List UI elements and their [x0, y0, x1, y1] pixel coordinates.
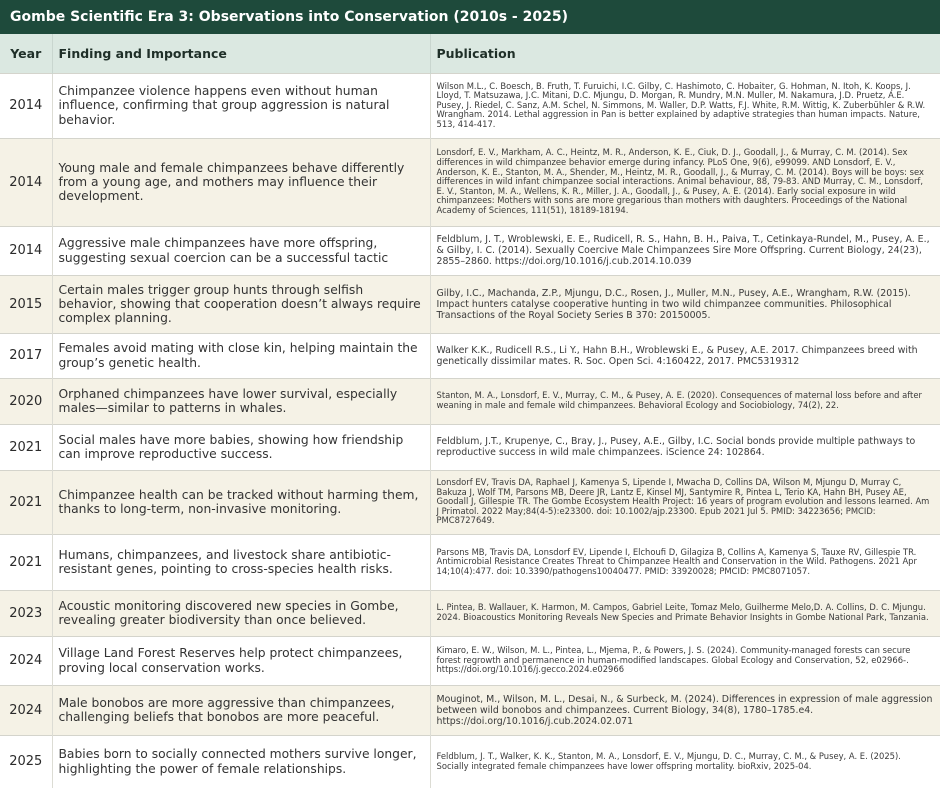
row-year: 2023 [0, 590, 52, 636]
table-row [0, 226, 940, 275]
row-year: 2021 [0, 534, 52, 590]
table-row [0, 735, 940, 788]
table-row [0, 685, 940, 735]
table-row [0, 470, 940, 534]
row-year: 2021 [0, 424, 52, 470]
column-header-finding: Finding and Importance [52, 34, 430, 73]
table-header-row [0, 34, 940, 73]
table-row [0, 73, 940, 138]
row-finding: Social males have more babies, showing how friendship can improve reproductive success. [52, 424, 430, 470]
row-finding: Orphaned chimpanzees have lower survival, especially males—similar to patterns in whales. [52, 378, 430, 424]
table-row [0, 275, 940, 333]
row-publication: Stanton, M. A., Lonsdorf, E. V., Murray, C. M., & Pusey, A. E. (2020). Consequences of maternal loss before and after weaning in male and female wild chimpanzees. Behavioral Ecology and Sociobiology, 74(2), 22. [430, 378, 940, 424]
row-year: 2014 [0, 226, 52, 275]
row-year: 2014 [0, 73, 52, 138]
column-header-publication: Publication [430, 34, 940, 73]
row-publication: Gilby, I.C., Machanda, Z.P., Mjungu, D.C., Rosen, J., Muller, M.N., Pusey, A.E., Wrangham, R.W. (2015). Impact hunters catalyse cooperative hunting in two wild chimpanzee communities. Philosophical Transactions of the Royal Society Series B 370: 20150005. [430, 275, 940, 333]
row-finding: Humans, chimpanzees, and livestock share antibiotic-resistant genes, pointing to cross-species health risks. [52, 534, 430, 590]
row-year: 2025 [0, 735, 52, 788]
table-row [0, 138, 940, 226]
row-finding: Certain males trigger group hunts through selfish behavior, showing that cooperation doesn’t always require complex planning. [52, 275, 430, 333]
row-finding: Male bonobos are more aggressive than chimpanzees, challenging beliefs that bonobos are more peaceful. [52, 685, 430, 735]
row-finding: Village Land Forest Reserves help protect chimpanzees, proving local conservation works. [52, 636, 430, 685]
row-year: 2021 [0, 470, 52, 534]
row-publication: Lonsdorf EV, Travis DA, Raphael J, Kamenya S, Lipende I, Mwacha D, Collins DA, Wilson M, Mjungu D, Murray C, Bakuza J, Wolf TM, Parsons MB, Deere JR, Lantz E, Kinsel MJ, Santymire R, Pintea L, Terio KA, Hahn BH, Pusey AE, Goodall J, Gillespie TR. The Gombe Ecosystem Health Project: 16 years of program evolution and lessons learned. Am J Primatol. 2022 May;84(4-5):e23300. doi: 10.1002/ajp.23300. Epub 2021 Jul 5. PMID: 34223656; PMCID: PMC8727649. [430, 470, 940, 534]
row-year: 2024 [0, 636, 52, 685]
findings-table [0, 34, 940, 788]
row-publication: Walker K.K., Rudicell R.S., Li Y., Hahn B.H., Wroblewski E., & Pusey, A.E. 2017. Chimpanzees breed with genetically dissimilar mates. R. Soc. Open Sci. 4:160422, 2017. PMC5319312 [430, 333, 940, 378]
row-finding: Females avoid mating with close kin, helping maintain the group’s genetic health. [52, 333, 430, 378]
row-publication: Kimaro, E. W., Wilson, M. L., Pintea, L., Mjema, P., & Powers, J. S. (2024). Community-managed forests can secure forest regrowth and permanence in human-modified landscapes. Global Ecology and Conservation, 52, e02966-. https://doi.org/10.1016/j.gecco.2024.e02966 [430, 636, 940, 685]
table-row [0, 378, 940, 424]
row-year: 2015 [0, 275, 52, 333]
row-publication: Feldblum, J. T., Walker, K. K., Stanton, M. A., Lonsdorf, E. V., Mjungu, D. C., Murray, C. M., & Pusey, A. E. (2025). Socially integrated female chimpanzees have lower offspring mortality. bioRxiv, 2025-04. [430, 735, 940, 788]
table-row [0, 424, 940, 470]
row-publication: Feldblum, J. T., Wroblewski, E. E., Rudicell, R. S., Hahn, B. H., Paiva, T., Cetinkaya-Rundel, M., Pusey, A. E., & Gilby, I. C. (2014). Sexually Coercive Male Chimpanzees Sire More Offspring. Current Biology, 24(23), 2855–2860. https://doi.org/10.1016/j.cub.2014.10.039 [430, 226, 940, 275]
row-publication: Lonsdorf, E. V., Markham, A. C., Heintz, M. R., Anderson, K. E., Ciuk, D. J., Goodall, J., & Murray, C. M. (2014). Sex differences in wild chimpanzee behavior emerge during infancy. PLoS One, 9(6), e99099. AND Lonsdorf, E. V., Anderson, K. E., Stanton, M. A., Shender, M., Heintz, M. R., Goodall, J., & Murray, C. M. (2014). Boys will be boys: sex differences in wild infant chimpanzee social interactions. Animal behaviour, 88, 79-83. AND Murray, C. M., Lonsdorf, E. V., Stanton, M. A., Wellens, K. R., Miller, J. A., Goodall, J., & Pusey, A. E. (2014). Early social exposure in wild chimpanzees: Mothers with sons are more gregarious than mothers with daughters. Proceedings of the National Academy of Sciences, 111(51), 18189-18194. [430, 138, 940, 226]
row-publication: Feldblum, J.T., Krupenye, C., Bray, J., Pusey, A.E., Gilby, I.C. Social bonds provide multiple pathways to reproductive success in wild male chimpanzees. iScience 24: 102864. [430, 424, 940, 470]
table-row [0, 636, 940, 685]
row-finding: Aggressive male chimpanzees have more offspring, suggesting sexual coercion can be a successful tactic [52, 226, 430, 275]
column-header-year: Year [0, 34, 52, 73]
row-publication: Wilson M.L., C. Boesch, B. Fruth, T. Furuichi, I.C. Gilby, C. Hashimoto, C. Hobaiter, G. Hohman, N. Itoh, K. Koops, J. Lloyd, T. Matsuzawa, J.C. Mitani, D.C. Mjungu, D. Morgan, R. Mundry, M.N. Muller, M. Nakamura, J.D. Pruetz, A.E. Pusey, J. Riedel, C. Sanz, A.M. Schel, N. Simmons, M. Waller, D.P. Watts, F.J. White, R.M. Wittig, K. Zuberbühler & R.W. Wrangham. 2014. Lethal aggression in Pan is better explained by adaptive strategies than human impacts. Nature, 513, 414-417. [430, 73, 940, 138]
page-title: Gombe Scientific Era 3: Observations into Conservation (2010s - 2025) [0, 0, 940, 34]
row-year: 2017 [0, 333, 52, 378]
row-year: 2024 [0, 685, 52, 735]
row-year: 2020 [0, 378, 52, 424]
table-row [0, 590, 940, 636]
row-finding: Young male and female chimpanzees behave differently from a young age, and mothers may influence their development. [52, 138, 430, 226]
table-row [0, 534, 940, 590]
row-year: 2014 [0, 138, 52, 226]
row-finding: Babies born to socially connected mothers survive longer, highlighting the power of female relationships. [52, 735, 430, 788]
row-publication: Parsons MB, Travis DA, Lonsdorf EV, Lipende I, Elchoufi D, Gilagiza B, Collins A, Kamenya S, Tauxe RV, Gillespie TR. Antimicrobial Resistance Creates Threat to Chimpanzee Health and Conservation in the Wild. Pathogens. 2021 Apr 14;10(4):477. doi: 10.3390/pathogens10040477. PMID: 33920028; PMCID: PMC8071057. [430, 534, 940, 590]
table-row [0, 333, 940, 378]
row-publication: Mouginot, M., Wilson, M. L., Desai, N., & Surbeck, M. (2024). Differences in expression of male aggression between wild bonobos and chimpanzees. Current Biology, 34(8), 1780–1785.e4. https://doi.org/10.1016/j.cub.2024.02.071 [430, 685, 940, 735]
row-finding: Chimpanzee violence happens even without human influence, confirming that group aggression is natural behavior. [52, 73, 430, 138]
row-publication: L. Pintea, B. Wallauer, K. Harmon, M. Campos, Gabriel Leite, Tomaz Melo, Guilherme Melo,D. A. Collins, D. C. Mjungu. 2024. Bioacoustics Monitoring Reveals New Species and Primate Behavior Insights in Gombe National Park, Tanzania. [430, 590, 940, 636]
row-finding: Chimpanzee health can be tracked without harming them, thanks to long-term, non-invasive monitoring. [52, 470, 430, 534]
row-finding: Acoustic monitoring discovered new species in Gombe, revealing greater biodiversity than once believed. [52, 590, 430, 636]
